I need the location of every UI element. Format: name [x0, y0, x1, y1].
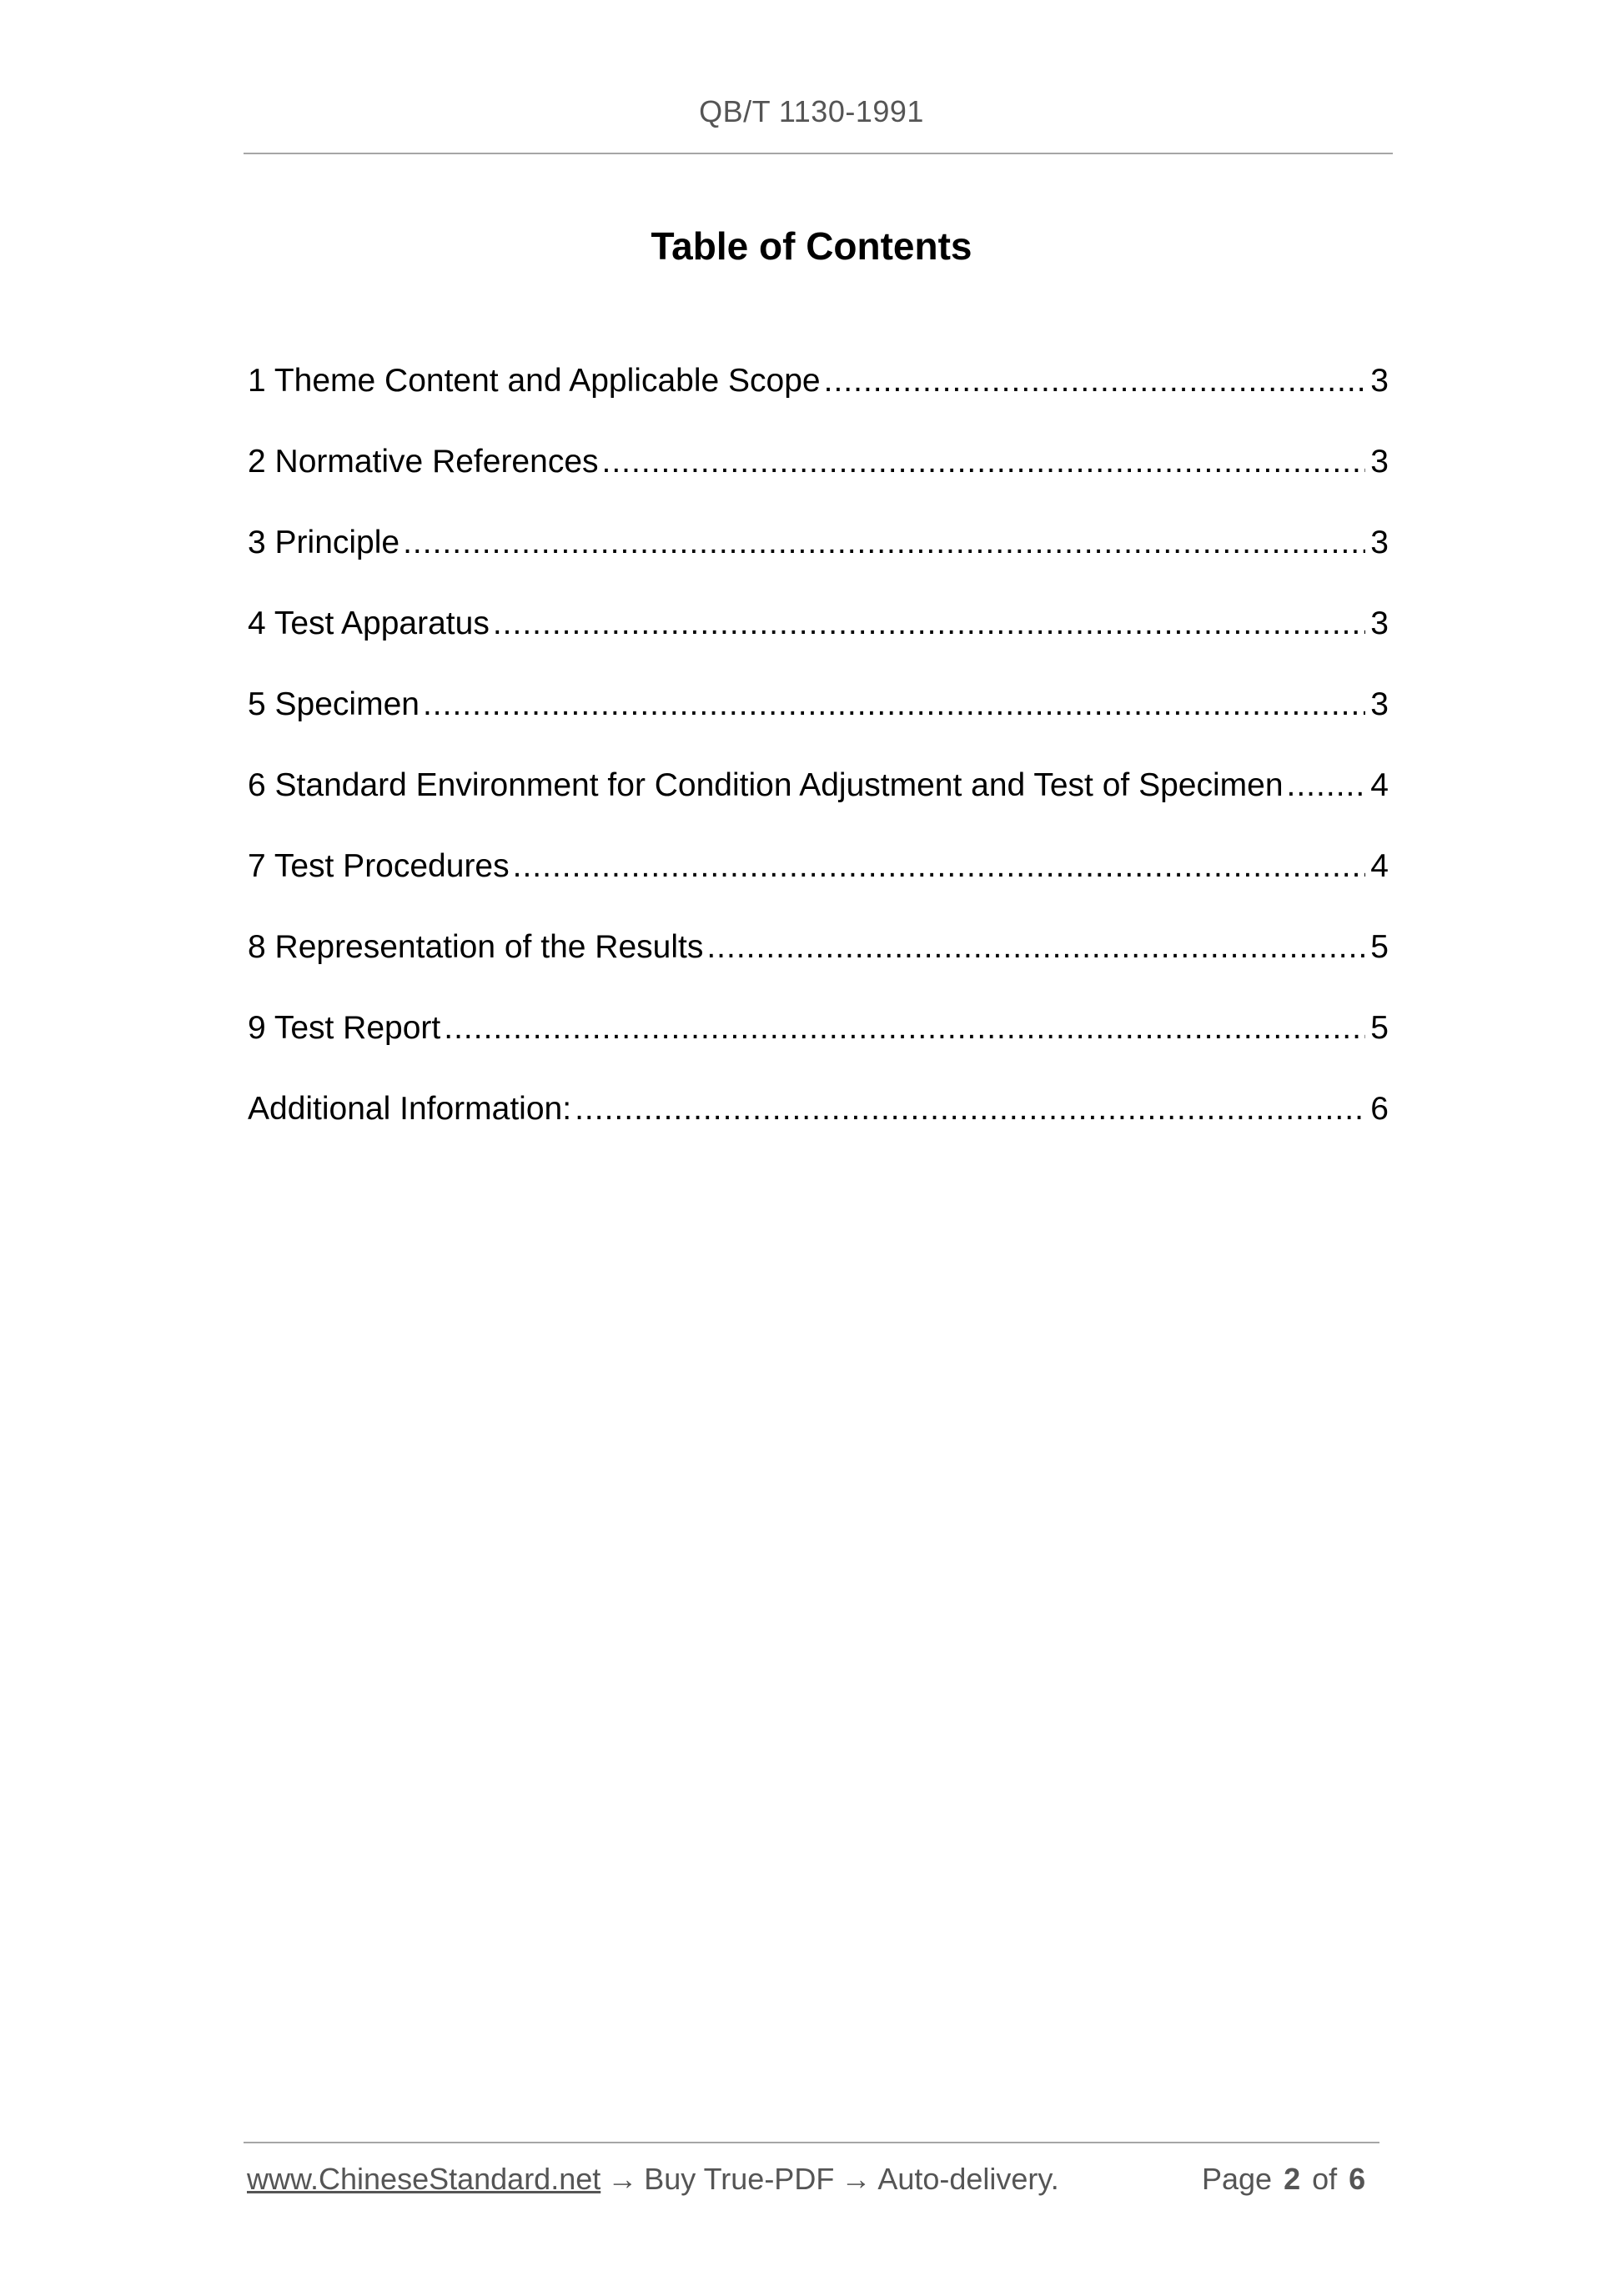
toc-entry[interactable]	[248, 922, 1389, 1003]
toc-dot-leader	[493, 599, 1365, 649]
toc-entry-label: 1 Theme Content and Applicable Scope	[248, 363, 821, 399]
toc-entry[interactable]	[248, 761, 1389, 842]
toc-entry[interactable]	[248, 599, 1389, 680]
toc-entry-label: 6 Standard Environment for Condition Adjustment and Test of Specimen	[248, 767, 1284, 803]
toc-entry-label: 8 Representation of the Results	[248, 929, 704, 965]
toc-dot-leader	[706, 922, 1365, 972]
toc-entry[interactable]	[248, 842, 1389, 922]
buy-pdf-text: Buy True-PDF	[644, 2162, 835, 2196]
toc-entry-page: 4	[1370, 767, 1389, 803]
toc-dot-leader	[423, 680, 1365, 730]
toc-entry[interactable]	[248, 437, 1389, 518]
current-page-number: 2	[1284, 2162, 1301, 2196]
toc-entry-page: 3	[1370, 444, 1389, 480]
site-link[interactable]: www.ChineseStandard.net	[247, 2162, 601, 2196]
total-pages-number: 6	[1349, 2162, 1366, 2196]
toc-dot-leader	[824, 356, 1366, 406]
header-divider	[244, 153, 1393, 154]
toc-dot-leader	[575, 1084, 1365, 1134]
toc-dot-leader	[1287, 761, 1366, 811]
arrow-right-icon: →	[841, 2162, 872, 2196]
toc-entry-label: 5 Specimen	[248, 686, 420, 722]
toc-entry-page: 4	[1370, 848, 1389, 884]
toc-dot-leader	[513, 842, 1366, 892]
toc-entry-page: 5	[1370, 929, 1389, 965]
toc-entry-label: Additional Information:	[248, 1091, 572, 1127]
toc-entry-label: 4 Test Apparatus	[248, 605, 490, 641]
arrow-right-icon: →	[607, 2162, 638, 2196]
toc-entry-page: 3	[1370, 525, 1389, 560]
document-code-header: QB/T 1130-1991	[699, 94, 924, 128]
of-word: of	[1312, 2162, 1338, 2196]
toc-entry[interactable]	[248, 356, 1389, 437]
toc-entry[interactable]	[248, 1084, 1389, 1165]
page-number	[1202, 2162, 1365, 2197]
toc-entry[interactable]	[248, 518, 1389, 599]
toc-entry-page: 6	[1370, 1091, 1389, 1127]
toc-entry-page: 3	[1370, 686, 1389, 722]
toc-entry-page: 5	[1370, 1010, 1389, 1046]
toc-entry-label: 3 Principle	[248, 525, 400, 560]
toc-entry[interactable]	[248, 1003, 1389, 1084]
auto-delivery-text: Auto-delivery.	[877, 2162, 1059, 2196]
toc-entry-page: 3	[1370, 605, 1389, 641]
toc-entry-page: 3	[1370, 363, 1389, 399]
toc-dot-leader	[403, 518, 1365, 568]
toc-entry-label: 7 Test Procedures	[248, 848, 510, 884]
toc-dot-leader	[444, 1003, 1365, 1053]
toc-dot-leader	[602, 437, 1366, 487]
page-word: Page	[1202, 2162, 1273, 2196]
toc-entry-label: 2 Normative References	[248, 444, 599, 480]
footer-divider	[244, 2142, 1379, 2143]
footer-purchase-info	[247, 2162, 1059, 2197]
toc-title: Table of Contents	[651, 224, 972, 268]
toc-list	[248, 356, 1389, 1165]
toc-entry[interactable]	[248, 680, 1389, 761]
toc-entry-label: 9 Test Report	[248, 1010, 441, 1046]
